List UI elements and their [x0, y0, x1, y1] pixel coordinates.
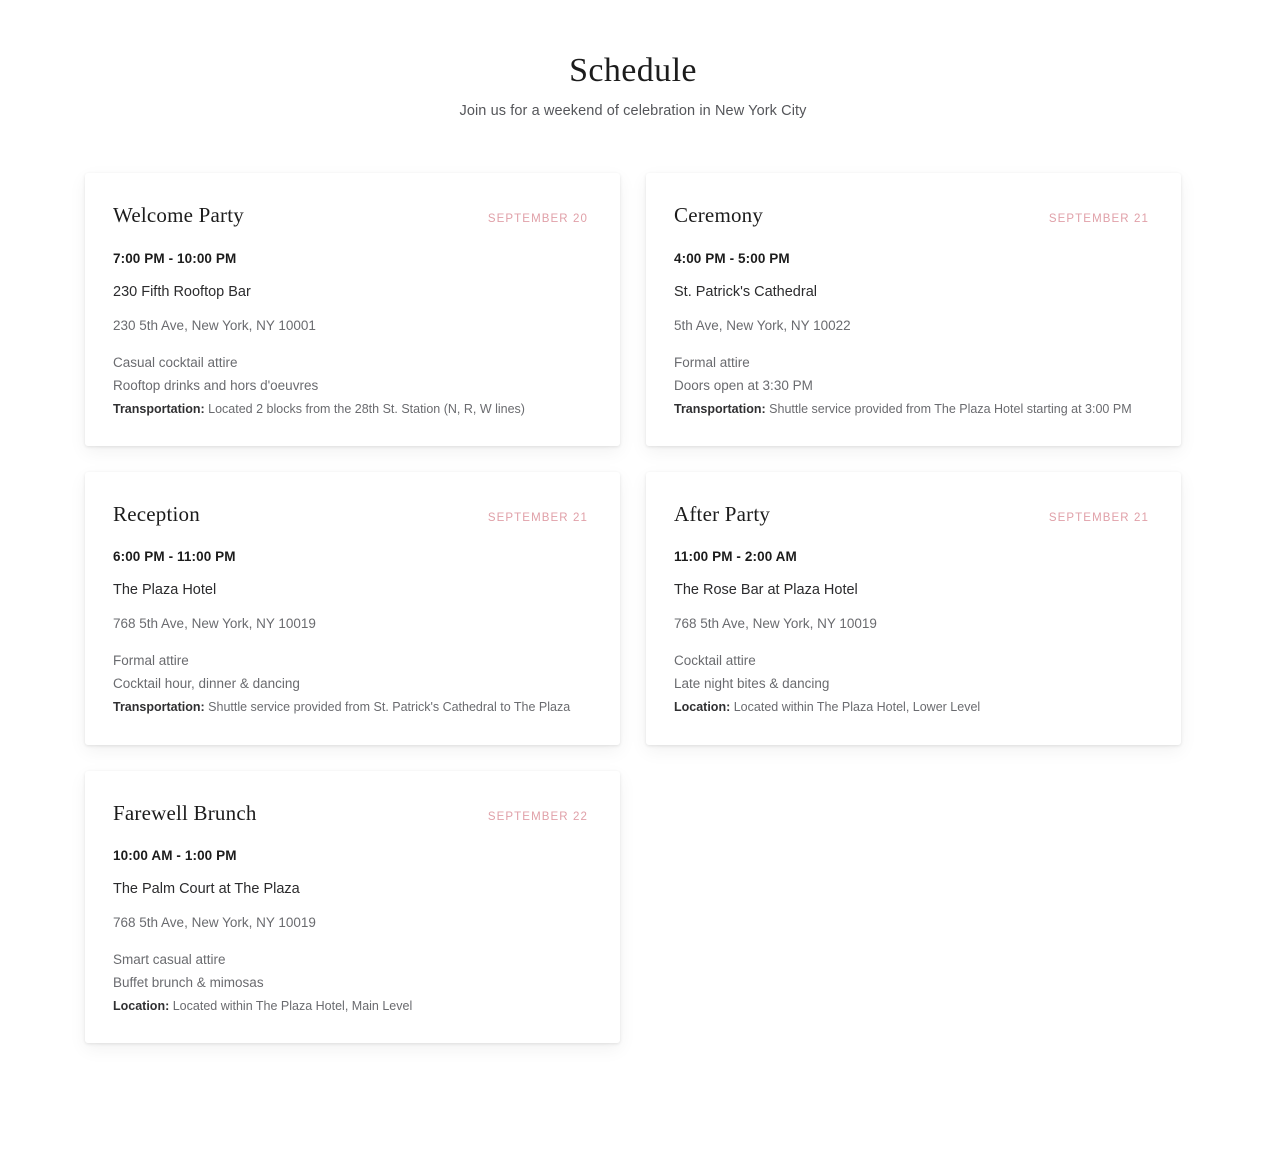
event-note — [674, 401, 1149, 419]
event-venue: The Palm Court at The Plaza — [113, 880, 300, 897]
event-details: Rooftop drinks and hors d'oeuvres — [113, 377, 319, 393]
event-address: 5th Ave, New York, NY 10022 — [674, 317, 851, 333]
card-header — [674, 203, 1149, 228]
schedule-card-ceremony — [646, 173, 1181, 446]
event-details: Doors open at 3:30 PM — [674, 377, 813, 393]
event-address: 768 5th Ave, New York, NY 10019 — [113, 616, 316, 632]
event-note — [674, 699, 1149, 717]
event-time: 6:00 PM - 11:00 PM — [113, 549, 236, 565]
event-title: Farewell Brunch — [113, 800, 257, 825]
event-title: Ceremony — [674, 203, 764, 228]
event-note — [113, 699, 588, 717]
event-date: SEPTEMBER 20 — [487, 213, 588, 226]
event-note-text: Located 2 blocks from the 28th St. Station (N, R, W lines) — [208, 401, 525, 416]
event-note-text: Located within The Plaza Hotel, Main Level — [172, 998, 413, 1013]
event-note-text: Located within The Plaza Hotel, Lower Level — [733, 700, 981, 715]
event-venue: 230 Fifth Rooftop Bar — [113, 283, 251, 300]
card-header — [113, 801, 588, 826]
event-attire: Formal attire — [674, 354, 750, 370]
card-header — [113, 502, 588, 527]
event-note-label: Transportation: — [674, 401, 766, 416]
event-note-text: Shuttle service provided from The Plaza Hotel starting at 3:00 PM — [769, 401, 1132, 416]
event-note — [113, 401, 588, 419]
event-venue: The Rose Bar at Plaza Hotel — [674, 582, 858, 599]
event-title: Reception — [113, 502, 200, 527]
event-details: Cocktail hour, dinner & dancing — [113, 676, 300, 692]
event-note-label: Location: — [113, 998, 170, 1013]
event-address: 768 5th Ave, New York, NY 10019 — [674, 616, 877, 632]
event-address: 768 5th Ave, New York, NY 10019 — [113, 914, 316, 930]
card-header — [113, 203, 588, 228]
schedule-card-reception — [85, 472, 620, 745]
event-date: SEPTEMBER 21 — [1048, 213, 1149, 226]
card-header — [674, 502, 1149, 527]
event-attire: Casual cocktail attire — [113, 354, 238, 370]
event-details: Buffet brunch & mimosas — [113, 974, 264, 990]
event-note-text: Shuttle service provided from St. Patrick's Cathedral to The Plaza — [208, 700, 571, 715]
schedule-card-after-party — [646, 472, 1181, 745]
page-title: Schedule — [569, 52, 697, 89]
event-note — [113, 998, 588, 1016]
event-time: 7:00 PM - 10:00 PM — [113, 250, 237, 266]
event-time: 10:00 AM - 1:00 PM — [113, 847, 237, 863]
event-details: Late night bites & dancing — [674, 676, 830, 692]
schedule-card-grid — [85, 173, 1181, 1043]
event-attire: Smart casual attire — [113, 951, 226, 967]
event-note-label: Transportation: — [113, 401, 205, 416]
event-date: SEPTEMBER 22 — [487, 810, 588, 823]
event-title: Welcome Party — [113, 203, 244, 228]
event-time: 4:00 PM - 5:00 PM — [674, 250, 790, 266]
event-attire: Formal attire — [113, 653, 189, 669]
event-address: 230 5th Ave, New York, NY 10001 — [113, 317, 316, 333]
event-date: SEPTEMBER 21 — [487, 512, 588, 525]
schedule-card-welcome-party — [85, 173, 620, 446]
event-title: After Party — [674, 502, 771, 527]
page-header — [0, 52, 1266, 119]
event-time: 11:00 PM - 2:00 AM — [674, 549, 797, 565]
schedule-card-farewell-brunch — [85, 771, 620, 1044]
event-venue: St. Patrick's Cathedral — [674, 283, 817, 300]
event-date: SEPTEMBER 21 — [1048, 512, 1149, 525]
event-attire: Cocktail attire — [674, 653, 756, 669]
event-venue: The Plaza Hotel — [113, 582, 217, 599]
event-note-label: Location: — [674, 700, 731, 715]
event-note-label: Transportation: — [113, 700, 205, 715]
page-subtitle: Join us for a weekend of celebration in New York City — [459, 103, 807, 120]
